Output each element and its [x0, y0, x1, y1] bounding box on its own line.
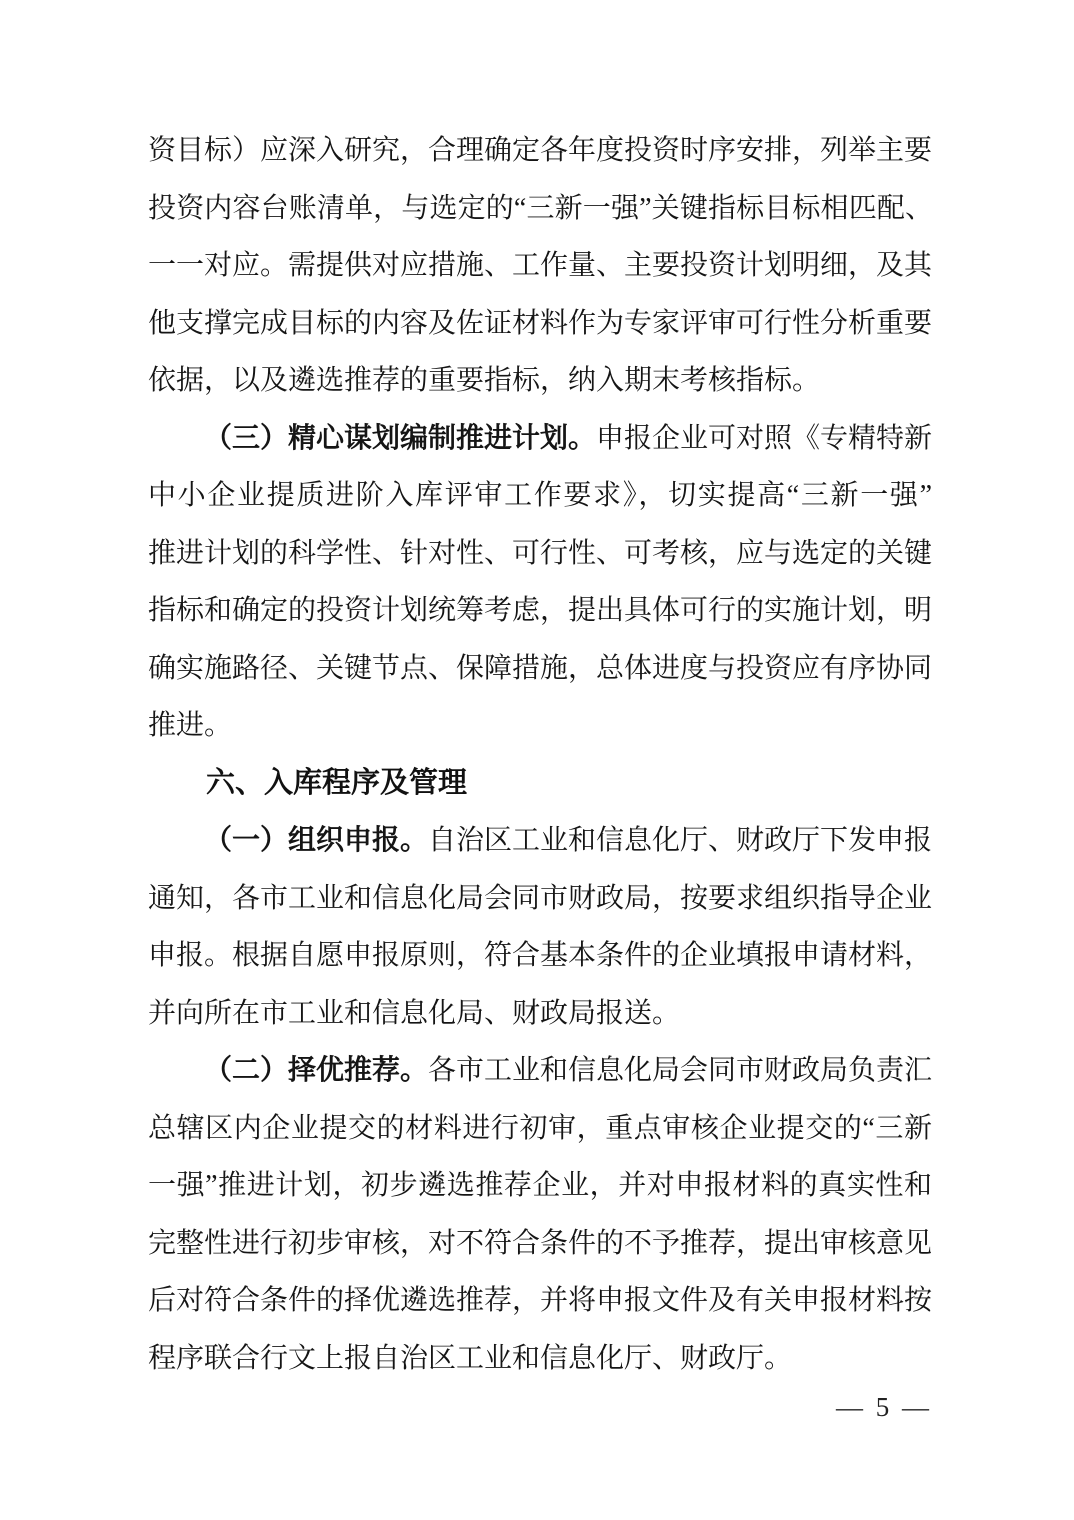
body-text: 中小企业提质进阶入库评审工作要求》，切实提高“三新一强”	[148, 480, 932, 511]
section-heading: 六、入库程序及管理	[206, 766, 468, 799]
text-line	[148, 410, 932, 468]
text-line	[148, 1330, 932, 1388]
text-line	[148, 985, 932, 1043]
body-text: 依据，以及遴选推荐的重要指标，纳入期末考核指标。	[148, 365, 821, 396]
text-line	[148, 352, 932, 410]
body-text: 确实施路径、关键节点、保障措施，总体进度与投资应有序协同	[148, 652, 933, 684]
text-line	[148, 1272, 932, 1330]
text-line	[148, 1215, 932, 1273]
body-text: 指标和确定的投资计划统筹考虑，提出具体可行的实施计划，明	[148, 595, 933, 626]
bold-lead-text: （一）组织申报。	[204, 825, 429, 856]
body-text: 通知，各市工业和信息化局会同市财政局，按要求组织指导企业	[148, 882, 933, 914]
page-footer	[836, 1390, 932, 1424]
body-text: 总辖区内企业提交的材料进行初审，重点审核企业提交的“三新	[148, 1112, 932, 1144]
body-text: 并向所在市工业和信息化局、财政局报送。	[148, 997, 681, 1029]
body-text: 申报企业可对照《专精特新	[596, 422, 933, 454]
text-line	[148, 1042, 932, 1100]
body-text: 推进计划的科学性、针对性、可行性、可考核，应与选定的关键	[148, 537, 933, 569]
body-text: 一强”推进计划，初步遴选推荐企业，并对申报材料的真实性和	[148, 1170, 932, 1201]
body-text: 一一对应。需提供对应措施、工作量、主要投资计划明细，及其	[148, 250, 933, 281]
paragraph	[148, 122, 932, 410]
text-line	[148, 237, 932, 295]
paragraph	[148, 1042, 932, 1387]
text-line	[148, 295, 932, 353]
body-text: 申报。根据自愿申报原则，符合基本条件的企业填报申请材料，	[148, 940, 933, 971]
body-text: 后对符合条件的择优遴选推荐，并将申报文件及有关申报材料按	[148, 1285, 933, 1316]
text-line	[148, 640, 932, 698]
text-line	[148, 467, 932, 525]
text-line	[148, 180, 932, 238]
bold-lead-text: （三）精心谋划编制推进计划。	[204, 422, 597, 454]
body-text: 资目标）应深入研究，合理确定各年度投资时序安排，列举主要	[148, 135, 933, 166]
text-line	[148, 870, 932, 928]
text-line	[148, 525, 932, 583]
paragraph	[148, 812, 932, 1042]
bold-lead-text: （二）择优推荐。	[204, 1055, 429, 1086]
page-number: — 5 —	[836, 1392, 932, 1422]
text-line	[148, 1100, 932, 1158]
body-text: 各市工业和信息化局会同市财政局负责汇	[428, 1055, 933, 1086]
text-block	[148, 122, 932, 1387]
paragraph	[148, 410, 932, 755]
text-line	[148, 697, 932, 755]
body-text: 推进。	[148, 710, 233, 741]
body-text: 程序联合行文上报自治区工业和信息化厅、财政厅。	[148, 1342, 793, 1374]
body-text: 自治区工业和信息化厅、财政厅下发申报	[428, 825, 933, 856]
text-line	[148, 812, 932, 870]
text-line	[148, 122, 932, 180]
text-line	[148, 927, 932, 985]
text-line	[148, 1157, 932, 1215]
body-text: 他支撑完成目标的内容及佐证材料作为专家评审可行性分析重要	[148, 307, 933, 339]
text-line	[148, 582, 932, 640]
body-text: 完整性进行初步审核，对不符合条件的不予推荐，提出审核意见	[148, 1227, 933, 1259]
body-text: 投资内容台账清单，与选定的“三新一强”关键指标目标相匹配、	[148, 192, 932, 224]
